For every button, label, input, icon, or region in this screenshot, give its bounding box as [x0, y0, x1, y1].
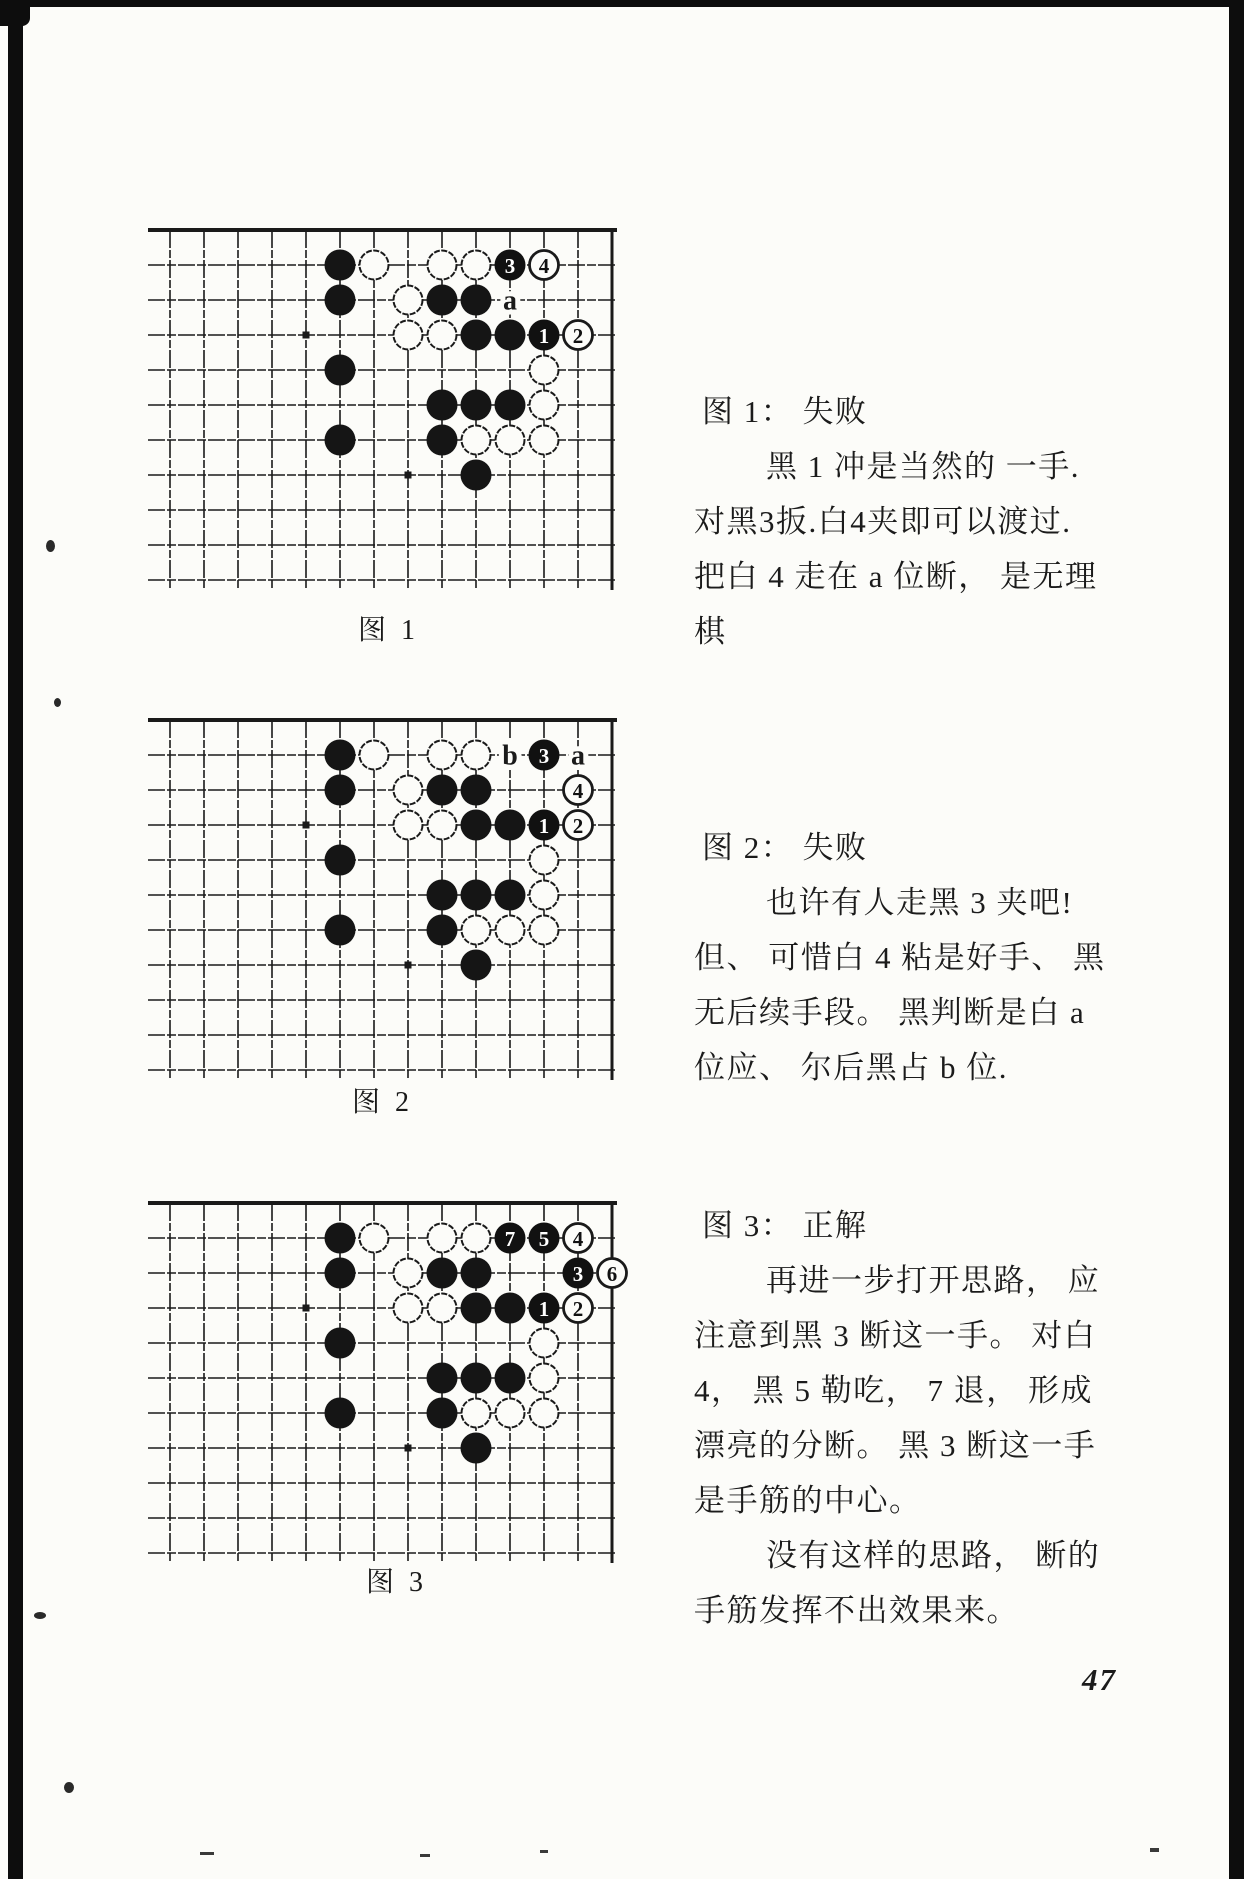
page-number: 47 [1082, 1662, 1117, 1697]
move-7-stone [495, 1223, 526, 1254]
text-line: 4， 黑 5 勒吃， 7 退， 形成 [694, 1373, 1093, 1408]
white-stone [530, 391, 559, 420]
black-stone [325, 845, 356, 876]
white-stone [394, 1294, 423, 1323]
ink-speck [46, 540, 55, 552]
text-line: 漂亮的分断。 黑 3 断这一手 [694, 1428, 1097, 1463]
svg-text:1: 1 [538, 1297, 550, 1321]
white-stone [530, 1399, 559, 1428]
go-board-figure-3 [148, 1191, 628, 1563]
white-stone [394, 1259, 423, 1288]
white-stone [530, 356, 559, 385]
black-stone [427, 915, 458, 946]
white-stone [530, 1364, 559, 1393]
hoshi-point [405, 1445, 412, 1452]
svg-text:3: 3 [572, 1262, 584, 1286]
white-stone [360, 741, 389, 770]
bottom-tick [1150, 1848, 1159, 1852]
move-1-stone [529, 810, 560, 841]
text-line: 但、 可惜白 4 粘是好手、 黑 [694, 940, 1106, 975]
black-stone [325, 1398, 356, 1429]
white-stone [530, 426, 559, 455]
bottom-tick [420, 1854, 430, 1857]
black-stone [461, 1258, 492, 1289]
white-stone [462, 1224, 491, 1253]
svg-text:4: 4 [538, 254, 550, 278]
black-stone [461, 880, 492, 911]
white-stone [428, 1294, 457, 1323]
white-stone [360, 1224, 389, 1253]
black-stone [461, 390, 492, 421]
svg-text:5: 5 [538, 1227, 550, 1251]
white-stone [360, 251, 389, 280]
black-stone [461, 460, 492, 491]
black-stone [427, 1398, 458, 1429]
point-label-a: a [571, 740, 585, 772]
move-1-stone [529, 1293, 560, 1324]
figure-3-title: 图 3： 正解 [702, 1208, 868, 1243]
white-stone [462, 426, 491, 455]
ink-speck [34, 1612, 46, 1619]
black-stone [427, 775, 458, 806]
svg-text:4: 4 [572, 1227, 584, 1251]
move-3-stone [495, 250, 526, 281]
ink-speck [54, 698, 61, 707]
black-stone [461, 1433, 492, 1464]
white-stone [462, 251, 491, 280]
svg-text:2: 2 [572, 1297, 584, 1321]
white-stone [530, 916, 559, 945]
move-2-stone [564, 1294, 593, 1323]
white-stone [394, 776, 423, 805]
black-stone [427, 1258, 458, 1289]
move-1-stone [529, 320, 560, 351]
black-stone [495, 390, 526, 421]
black-stone [325, 740, 356, 771]
move-5-stone [529, 1223, 560, 1254]
white-stone [394, 811, 423, 840]
go-board-grid [148, 218, 628, 590]
black-stone [461, 775, 492, 806]
left-border-bar [8, 0, 23, 1879]
svg-text:1: 1 [538, 324, 550, 348]
bottom-tick [540, 1850, 548, 1853]
text-line: 无后续手段。 黑判断是白 a [694, 995, 1086, 1030]
text-line: 也许有人走黑 3 夹吧! [766, 885, 1074, 920]
bottom-tick [200, 1852, 214, 1855]
move-6-stone [598, 1259, 627, 1288]
white-stone [496, 426, 525, 455]
move-2-stone [564, 811, 593, 840]
figure-3-caption: 图 3 [366, 1567, 428, 1598]
ink-speck [64, 1782, 74, 1793]
move-3-stone [563, 1258, 594, 1289]
text-line: 没有这样的思路， 断的 [766, 1538, 1101, 1573]
svg-text:3: 3 [538, 744, 550, 768]
top-border-bar [0, 0, 1244, 7]
text-block-figure-1 [694, 384, 1114, 659]
hoshi-point [405, 472, 412, 479]
figure-2-caption: 图 2 [352, 1087, 414, 1118]
figure-1-title: 图 1： 失败 [702, 394, 868, 429]
move-2-stone [564, 321, 593, 350]
white-stone [428, 321, 457, 350]
white-stone [496, 1399, 525, 1428]
black-stone [461, 320, 492, 351]
black-stone [325, 775, 356, 806]
move-4-stone [564, 1224, 593, 1253]
black-stone [461, 285, 492, 316]
black-stone [461, 1363, 492, 1394]
point-label-b: b [502, 740, 518, 772]
black-stone [325, 355, 356, 386]
point-label-a: a [503, 285, 517, 317]
black-stone [427, 285, 458, 316]
go-board-figure-2 [148, 708, 628, 1080]
svg-text:6: 6 [606, 1262, 618, 1286]
black-stone [325, 1258, 356, 1289]
text-line: 是手筋的中心。 [694, 1483, 922, 1518]
white-stone [462, 916, 491, 945]
black-stone [461, 1293, 492, 1324]
text-line: 位应、 尔后黑占 b 位. [694, 1050, 1008, 1085]
black-stone [427, 425, 458, 456]
white-stone [530, 846, 559, 875]
move-4-stone [564, 776, 593, 805]
black-stone [325, 1223, 356, 1254]
corner-ink-blob [0, 0, 30, 26]
white-stone [428, 251, 457, 280]
black-stone [427, 1363, 458, 1394]
move-4-stone [530, 251, 559, 280]
black-stone [461, 810, 492, 841]
svg-text:4: 4 [572, 779, 584, 803]
black-stone [495, 1363, 526, 1394]
text-line: 棋 [694, 614, 727, 649]
hoshi-point [405, 962, 412, 969]
svg-text:3: 3 [504, 254, 516, 278]
text-line: 手筋发挥不出效果来。 [694, 1593, 1019, 1628]
white-stone [394, 321, 423, 350]
black-stone [495, 880, 526, 911]
black-stone [325, 1328, 356, 1359]
svg-text:2: 2 [572, 324, 584, 348]
text-line: 对黑3扳.白4夹即可以渡过. [694, 504, 1072, 539]
svg-text:2: 2 [572, 814, 584, 838]
text-line: 再进一步打开思路， 应 [766, 1263, 1101, 1298]
right-border-bar [1229, 0, 1244, 1879]
hoshi-point [303, 822, 310, 829]
white-stone [462, 741, 491, 770]
go-board-grid [148, 1191, 628, 1563]
white-stone [530, 1329, 559, 1358]
figure-1-caption: 图 1 [358, 615, 420, 646]
black-stone [495, 320, 526, 351]
white-stone [496, 916, 525, 945]
black-stone [495, 810, 526, 841]
white-stone [428, 1224, 457, 1253]
hoshi-point [303, 332, 310, 339]
hoshi-point [303, 1305, 310, 1312]
black-stone [325, 285, 356, 316]
white-stone [462, 1399, 491, 1428]
text-line: 黑 1 冲是当然的 一手. [766, 449, 1080, 484]
white-stone [428, 811, 457, 840]
go-board-figure-1 [148, 218, 628, 590]
black-stone [427, 390, 458, 421]
white-stone [394, 286, 423, 315]
svg-text:7: 7 [504, 1227, 516, 1251]
black-stone [325, 250, 356, 281]
svg-text:1: 1 [538, 814, 550, 838]
black-stone [427, 880, 458, 911]
move-3-stone [529, 740, 560, 771]
black-stone [325, 915, 356, 946]
black-stone [461, 950, 492, 981]
white-stone [428, 741, 457, 770]
black-stone [495, 1293, 526, 1324]
white-stone [530, 881, 559, 910]
text-block-figure-2 [694, 820, 1114, 1095]
black-stone [325, 425, 356, 456]
figure-2-title: 图 2： 失败 [702, 830, 868, 865]
go-board-grid [148, 708, 628, 1080]
text-block-figure-3 [694, 1198, 1114, 1638]
text-line: 把白 4 走在 a 位断， 是无理 [694, 559, 1098, 594]
text-line: 注意到黑 3 断这一手。 对白 [694, 1318, 1097, 1353]
